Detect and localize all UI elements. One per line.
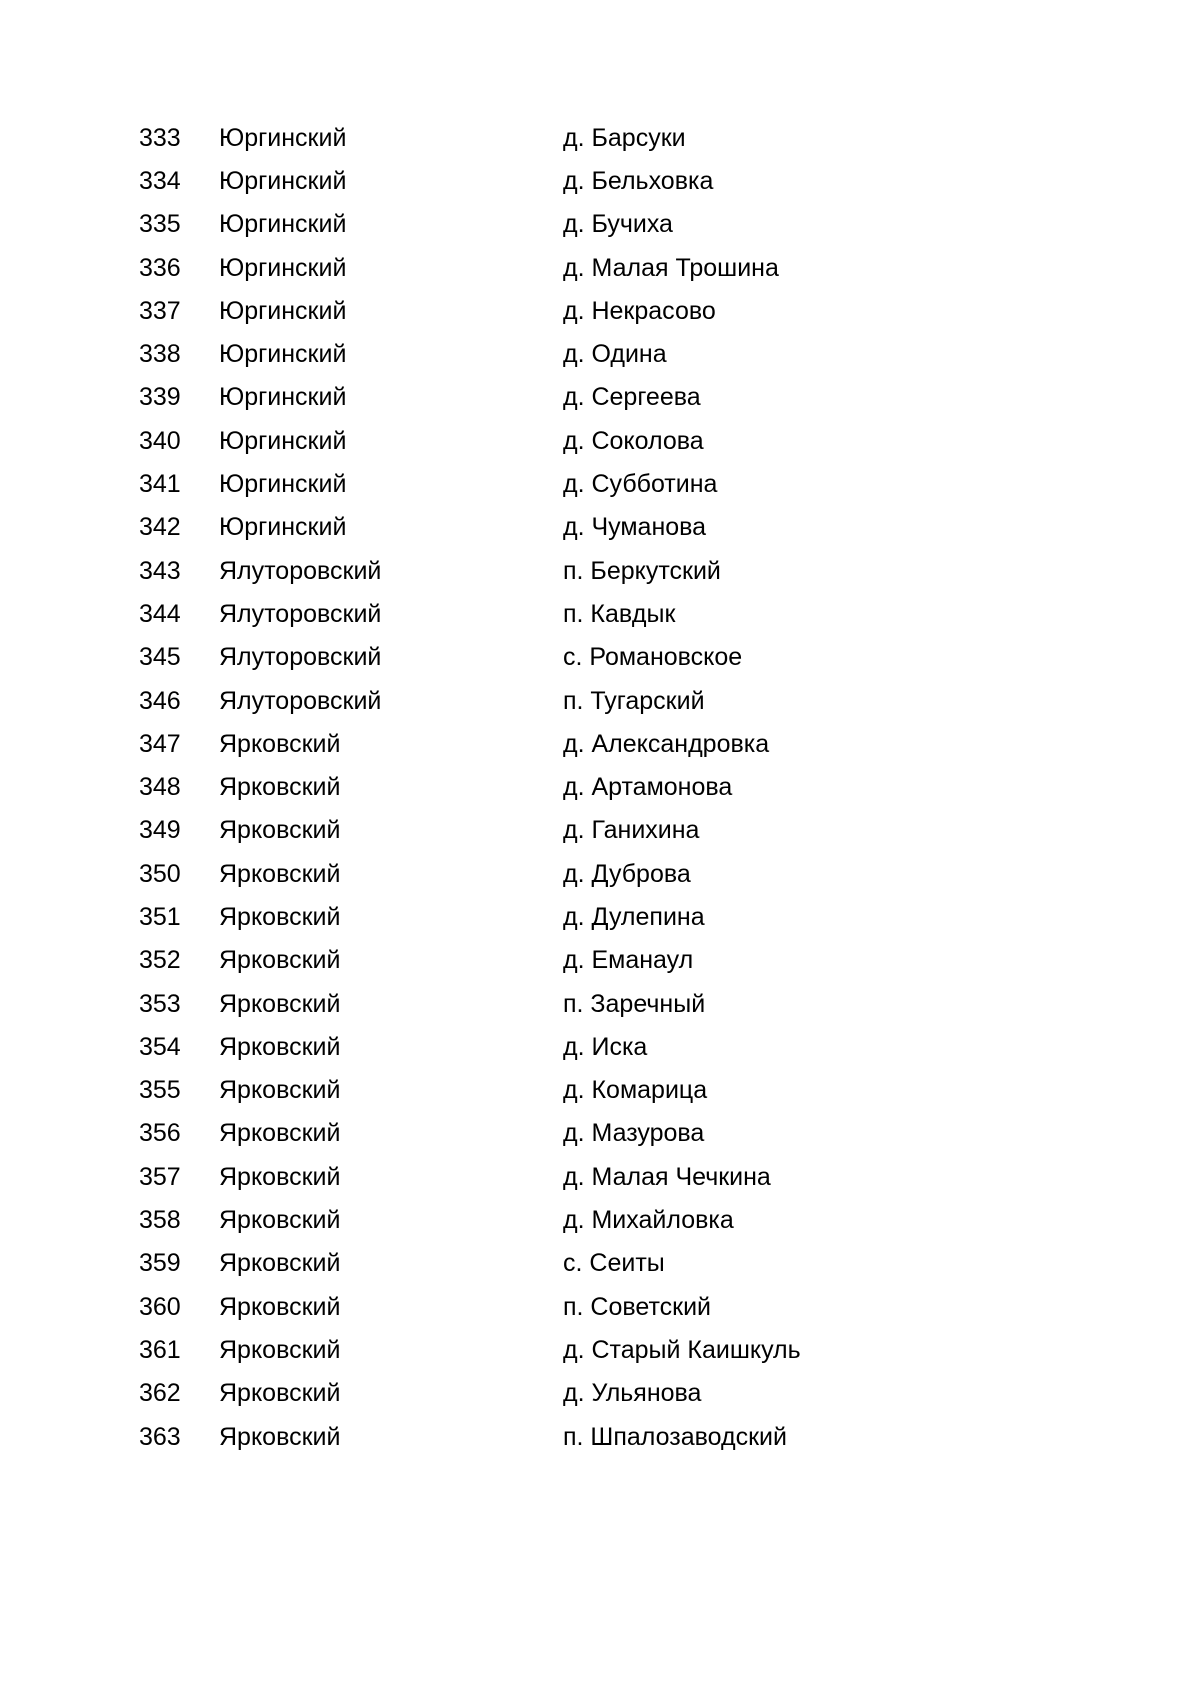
list-item	[139, 1112, 1039, 1155]
district-name: Ялуторовский	[219, 643, 382, 672]
district-name: Ялуторовский	[219, 599, 382, 628]
settlement-name: д. Еманаул	[563, 946, 694, 975]
list-item	[139, 203, 1039, 246]
district-name: Ярковский	[219, 1032, 341, 1061]
settlement-list	[139, 116, 1039, 1458]
settlement-name: д. Дуброва	[563, 859, 691, 888]
row-number: 340	[139, 426, 181, 455]
settlement-name: д. Ульянова	[563, 1379, 702, 1408]
list-item	[139, 1069, 1039, 1112]
row-number: 360	[139, 1292, 181, 1321]
district-name: Ярковский	[219, 816, 341, 845]
district-name: Ярковский	[219, 773, 341, 802]
settlement-name: д. Дулепина	[563, 902, 705, 931]
row-number: 353	[139, 989, 181, 1018]
list-item	[139, 895, 1039, 938]
district-name: Ярковский	[219, 946, 341, 975]
list-item	[139, 159, 1039, 202]
district-name: Юргинский	[219, 296, 347, 325]
list-item	[139, 722, 1039, 765]
settlement-name: д. Чуманова	[563, 513, 707, 542]
row-number: 350	[139, 859, 181, 888]
list-item	[139, 765, 1039, 808]
row-number: 362	[139, 1379, 181, 1408]
settlement-name: д. Старый Каишкуль	[563, 1335, 801, 1364]
list-item	[139, 592, 1039, 635]
row-number: 345	[139, 643, 181, 672]
list-item	[139, 246, 1039, 289]
row-number: 359	[139, 1249, 181, 1278]
settlement-name: д. Одина	[563, 340, 667, 369]
row-number: 358	[139, 1206, 181, 1235]
district-name: Ярковский	[219, 1422, 341, 1451]
row-number: 354	[139, 1032, 181, 1061]
row-number: 344	[139, 599, 181, 628]
list-item	[139, 116, 1039, 159]
row-number: 351	[139, 902, 181, 931]
settlement-name: д. Соколова	[563, 426, 704, 455]
row-number: 349	[139, 816, 181, 845]
row-number: 347	[139, 729, 181, 758]
settlement-name: д. Малая Чечкина	[563, 1162, 771, 1191]
row-number: 343	[139, 556, 181, 585]
settlement-name: д. Комарица	[563, 1076, 708, 1105]
row-number: 338	[139, 340, 181, 369]
district-name: Ярковский	[219, 1379, 341, 1408]
district-name: Юргинский	[219, 426, 347, 455]
list-item	[139, 1328, 1039, 1371]
district-name: Ярковский	[219, 989, 341, 1018]
district-name: Ярковский	[219, 1119, 341, 1148]
settlement-name: п. Тугарский	[563, 686, 705, 715]
settlement-name: п. Советский	[563, 1292, 711, 1321]
list-item	[139, 982, 1039, 1025]
list-item	[139, 939, 1039, 982]
list-item	[139, 419, 1039, 462]
list-item	[139, 1155, 1039, 1198]
list-item	[139, 1025, 1039, 1068]
list-item	[139, 679, 1039, 722]
row-number: 339	[139, 383, 181, 412]
row-number: 356	[139, 1119, 181, 1148]
list-item	[139, 289, 1039, 332]
district-name: Ялуторовский	[219, 556, 382, 585]
district-name: Ярковский	[219, 729, 341, 758]
row-number: 335	[139, 210, 181, 239]
settlement-name: д. Мазурова	[563, 1119, 705, 1148]
list-item	[139, 1242, 1039, 1285]
settlement-name: д. Сергеева	[563, 383, 701, 412]
settlement-name: п. Кавдык	[563, 599, 676, 628]
district-name: Ярковский	[219, 1206, 341, 1235]
district-name: Юргинский	[219, 470, 347, 499]
row-number: 341	[139, 470, 181, 499]
list-item	[139, 376, 1039, 419]
settlement-name: п. Беркутский	[563, 556, 721, 585]
list-item	[139, 1198, 1039, 1241]
settlement-name: д. Ганихина	[563, 816, 700, 845]
district-name: Ярковский	[219, 859, 341, 888]
settlement-name: с. Сеиты	[563, 1249, 665, 1278]
district-name: Юргинский	[219, 210, 347, 239]
district-name: Юргинский	[219, 166, 347, 195]
district-name: Юргинский	[219, 513, 347, 542]
row-number: 337	[139, 296, 181, 325]
settlement-name: п. Заречный	[563, 989, 706, 1018]
row-number: 355	[139, 1076, 181, 1105]
list-item	[139, 1372, 1039, 1415]
district-name: Ярковский	[219, 1292, 341, 1321]
district-name: Ярковский	[219, 1249, 341, 1278]
row-number: 348	[139, 773, 181, 802]
list-item	[139, 332, 1039, 375]
settlement-name: д. Бельховка	[563, 166, 714, 195]
district-name: Ярковский	[219, 1335, 341, 1364]
row-number: 346	[139, 686, 181, 715]
settlement-name: д. Александровка	[563, 729, 770, 758]
settlement-name: п. Шпалозаводский	[563, 1422, 787, 1451]
row-number: 363	[139, 1422, 181, 1451]
list-item	[139, 549, 1039, 592]
list-item	[139, 506, 1039, 549]
list-item	[139, 1415, 1039, 1458]
settlement-name: д. Иска	[563, 1032, 648, 1061]
district-name: Юргинский	[219, 253, 347, 282]
district-name: Юргинский	[219, 340, 347, 369]
list-item	[139, 809, 1039, 852]
list-item	[139, 462, 1039, 505]
row-number: 357	[139, 1162, 181, 1191]
list-item	[139, 636, 1039, 679]
district-name: Ярковский	[219, 1076, 341, 1105]
settlement-name: д. Малая Трошина	[563, 253, 779, 282]
row-number: 342	[139, 513, 181, 542]
settlement-name: д. Некрасово	[563, 296, 716, 325]
row-number: 333	[139, 123, 181, 152]
settlement-name: д. Михайловка	[563, 1206, 734, 1235]
district-name: Юргинский	[219, 123, 347, 152]
row-number: 336	[139, 253, 181, 282]
row-number: 361	[139, 1335, 181, 1364]
settlement-name: д. Субботина	[563, 470, 718, 499]
settlement-name: д. Бучиха	[563, 210, 673, 239]
row-number: 334	[139, 166, 181, 195]
list-item	[139, 852, 1039, 895]
settlement-name: д. Барсуки	[563, 123, 686, 152]
settlement-name: с. Романовское	[563, 643, 743, 672]
row-number: 352	[139, 946, 181, 975]
district-name: Ялуторовский	[219, 686, 382, 715]
district-name: Ярковский	[219, 1162, 341, 1191]
settlement-name: д. Артамонова	[563, 773, 733, 802]
district-name: Юргинский	[219, 383, 347, 412]
list-item	[139, 1285, 1039, 1328]
district-name: Ярковский	[219, 902, 341, 931]
